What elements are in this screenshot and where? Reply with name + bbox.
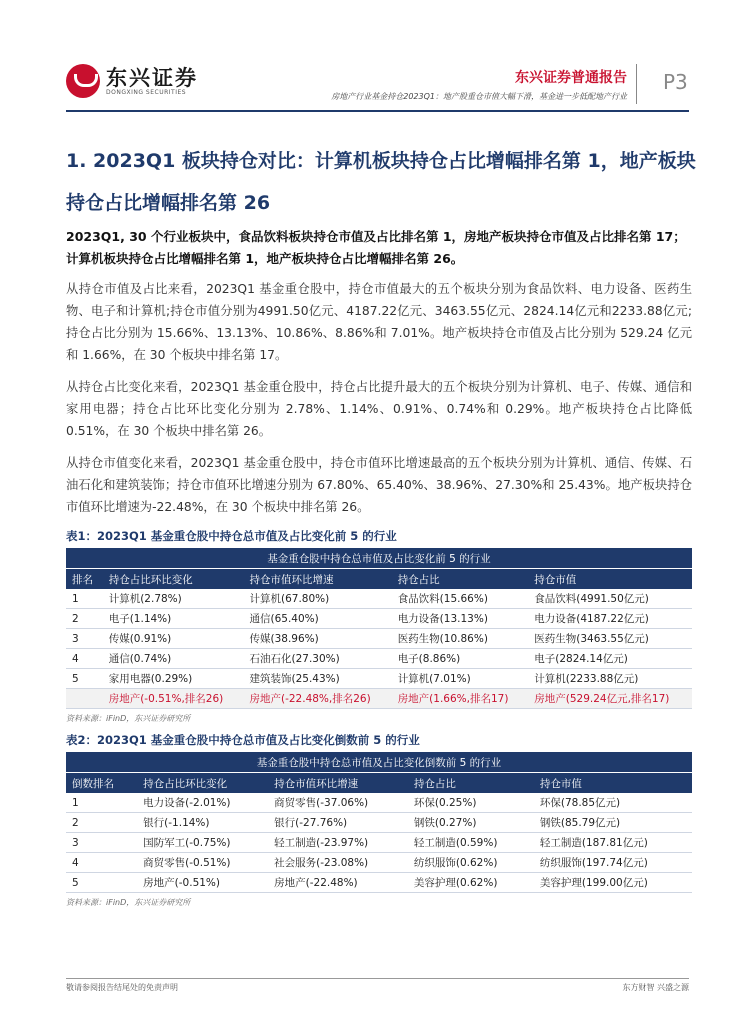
table-cell: 计算机(2.78%) [103,589,244,609]
table-cell: 环保(0.25%) [408,793,534,813]
table-cell: 医药生物(10.86%) [392,629,529,649]
table-cell: 食品饮料(15.66%) [392,589,529,609]
table-cell: 传媒(0.91%) [103,629,244,649]
table-cell: 轻工制造(0.59%) [408,833,534,853]
table1-source: 资料来源：iFinD，东兴证券研究所 [66,714,191,723]
paragraph-value-change: 从持仓市值变化来看，2023Q1 基金重仓股中，持仓市值环比增速最高的五个板块分别为计算机、通信、传媒、石油石化和建筑装饰；持仓市值环比增速分别为 67.80%、65.40%、38.96%、27.30%和 25.43%。地产板块持仓市值环比增速为-22.48%，在 30 个板块中排名第 26。 [66,456,692,514]
table-cell: 房地产(1.66%,排名17) [392,689,529,709]
footer-slogan: 东方财智 兴盛之源 [622,983,689,992]
table-cell: 计算机(2233.88亿元) [528,669,692,689]
table-cell: 计算机(7.01%) [392,669,529,689]
table-cell: 4 [66,649,103,669]
table-cell: 家用电器(0.29%) [103,669,244,689]
table-cell: 2 [66,609,103,629]
table-cell: 社会服务(-23.08%) [268,853,408,873]
table1-col-header: 排名 [66,569,103,590]
table1-col-header: 持仓占比环比变化 [103,569,244,590]
table-cell: 电子(8.86%) [392,649,529,669]
table-cell: 2 [66,813,137,833]
table-cell: 房地产(529.24亿元,排名17) [528,689,692,709]
table-cell: 4 [66,853,137,873]
table2 [66,752,692,893]
table-cell: 轻工制造(-23.97%) [268,833,408,853]
table-cell: 电子(1.14%) [103,609,244,629]
table2-super-header: 基金重仓股中持仓总市值及占比变化倒数前 5 的行业 [66,752,692,773]
table-cell: 钢铁(85.79亿元) [534,813,692,833]
table2-col-header: 持仓占比 [408,773,534,794]
table1 [66,548,692,709]
table2-source: 资料来源：iFinD，东兴证券研究所 [66,898,191,907]
table-cell: 银行(-27.76%) [268,813,408,833]
footer-rule [66,978,689,979]
table-cell: 银行(-1.14%) [137,813,268,833]
page-number: P3 [663,70,688,94]
table-cell: 纺织服饰(0.62%) [408,853,534,873]
logo-icon [66,64,100,98]
table1-col-header: 持仓市值环比增速 [243,569,391,590]
table2-col-header: 持仓市值环比增速 [268,773,408,794]
logo-name-cn: 东兴证券 [106,65,198,90]
table-row [66,589,692,609]
table-cell: 国防军工(-0.75%) [137,833,268,853]
report-type: 东兴证券普通报告 [515,70,627,86]
table-cell: 商贸零售(-37.06%) [268,793,408,813]
lead-paragraph: 2023Q1, 30 个行业板块中，食品饮料板块持仓市值及占比排名第 1，房地产板块持仓市值及占比排名第 17；计算机板块持仓占比增幅排名第 1，地产板块持仓占比增幅排名第 26。 [66,229,686,266]
table-row [66,853,692,873]
table-row [66,833,692,853]
table-row [66,629,692,649]
table1-title: 表1：2023Q1 基金重仓股中持仓总市值及占比变化前 5 的行业 [66,529,397,543]
company-logo [66,64,198,98]
table-row [66,669,692,689]
table-cell: 3 [66,833,137,853]
table-cell: 5 [66,669,103,689]
table-cell: 房地产(-0.51%) [137,873,268,893]
table-cell: 通信(65.40%) [243,609,391,629]
table-cell: 纺织服饰(197.74亿元) [534,853,692,873]
table-cell: 3 [66,629,103,649]
header-rule [66,110,689,112]
table1-col-header: 持仓市值 [528,569,692,590]
table-row-real-estate [66,689,692,709]
table-cell: 1 [66,589,103,609]
table-cell: 美容护理(199.00亿元) [534,873,692,893]
table-row [66,609,692,629]
table-cell: 食品饮料(4991.50亿元) [528,589,692,609]
table-cell: 医药生物(3463.55亿元) [528,629,692,649]
table-cell: 电子(2824.14亿元) [528,649,692,669]
table-row [66,649,692,669]
footer-disclaimer: 敬请参阅报告结尾处的免责声明 [66,983,178,992]
table-cell: 房地产(-0.51%,排名26) [103,689,244,709]
table-cell: 建筑装饰(25.43%) [243,669,391,689]
table-cell: 5 [66,873,137,893]
logo-name-en: DONGXING SECURITIES [106,88,187,96]
table-row [66,813,692,833]
table-cell: 电力设备(-2.01%) [137,793,268,813]
header-divider [636,64,637,104]
table1-super-header: 基金重仓股中持仓总市值及占比变化前 5 的行业 [66,548,692,569]
report-subtitle: 房地产行业基金持仓2023Q1：地产股重仓市值大幅下滑，基金进一步低配地产行业 [331,92,627,101]
table-cell: 房地产(-22.48%,排名26) [243,689,391,709]
table1-col-header: 持仓占比 [392,569,529,590]
table-cell: 电力设备(13.13%) [392,609,529,629]
table2-col-header: 持仓占比环比变化 [137,773,268,794]
table-cell: 商贸零售(-0.51%) [137,853,268,873]
table-cell: 1 [66,793,137,813]
table-cell: 计算机(67.80%) [243,589,391,609]
table-cell: 美容护理(0.62%) [408,873,534,893]
paragraph-share-change: 从持仓占比变化来看，2023Q1 基金重仓股中，持仓占比提升最大的五个板块分别为计算机、电子、传媒、通信和家用电器；持仓占比环比变化分别为 2.78%、1.14%、0.91%、0.74%和 0.29%。地产板块持仓占比降低 0.51%，在 30 个板块中排名第 26。 [66,380,692,438]
table2-col-header: 持仓市值 [534,773,692,794]
table-cell: 电力设备(4187.22亿元) [528,609,692,629]
section-title: 1. 2023Q1 板块持仓对比：计算机板块持仓占比增幅排名第 1，地产板块持仓占比增幅排名第 26 [66,150,696,214]
table-row [66,873,692,893]
table-row [66,793,692,813]
table-cell: 房地产(-22.48%) [268,873,408,893]
table-cell: 石油石化(27.30%) [243,649,391,669]
table-cell: 通信(0.74%) [103,649,244,669]
table2-title: 表2：2023Q1 基金重仓股中持仓总市值及占比变化倒数前 5 的行业 [66,733,420,747]
table-cell: 钢铁(0.27%) [408,813,534,833]
table-cell: 传媒(38.96%) [243,629,391,649]
table2-col-header: 倒数排名 [66,773,137,794]
main-content [66,226,692,916]
paragraph-market-value: 从持仓市值及占比来看，2023Q1 基金重仓股中，持仓市值最大的五个板块分别为食品饮料、电力设备、医药生物、电子和计算机;持仓市值分别为4991.50亿元、4187.22亿元、3463.55亿元、2824.14亿元和2233.88亿元;持仓占比分别为 15.66%、13.13%、10.86%、8.86%和 7.01%。地产板块持仓市值及占比分别为 529.24 亿元和 1.66%，在 30 个板块中排名第 17。 [66,282,692,362]
table-cell [66,689,103,709]
table-cell: 环保(78.85亿元) [534,793,692,813]
table-cell: 轻工制造(187.81亿元) [534,833,692,853]
